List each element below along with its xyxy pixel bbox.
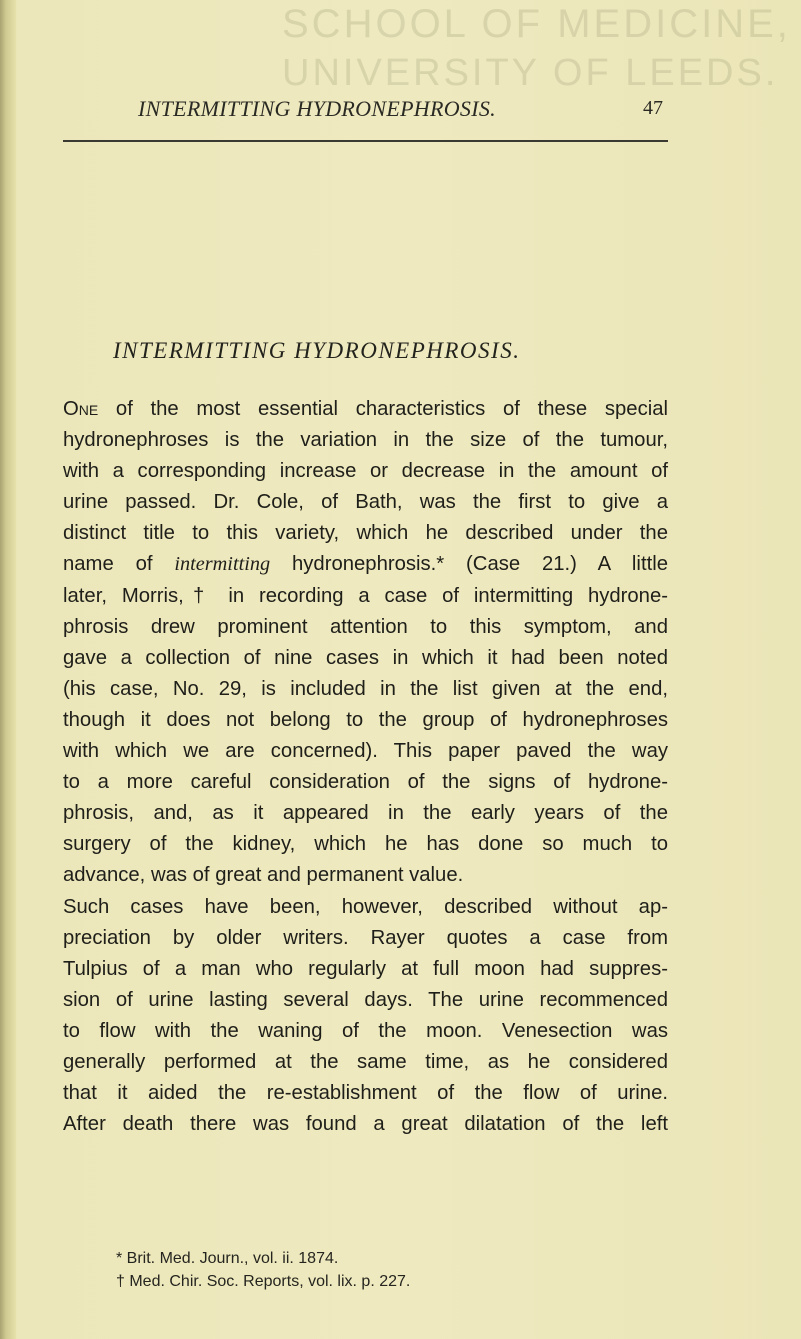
text-line: distinct title to this variety, which he described under the [63, 522, 668, 545]
text-line: advance, was of great and permanent value. [63, 864, 464, 887]
section-heading: INTERMITTING HYDRONEPHROSIS. [113, 338, 521, 363]
footnote-2: † Med. Chir. Soc. Reports, vol. lix. p. 227. [116, 1273, 411, 1290]
text-line: name of intermitting hydronephrosis.* (Case 21.) A little [63, 553, 668, 576]
text-line: One of the most essential characteristics of these special [63, 398, 668, 420]
body-text [63, 394, 668, 1140]
text-line: surgery of the kidney, which he has done so much to [63, 833, 668, 856]
text-line: preciation by older writers. Rayer quotes a case from [63, 926, 668, 949]
library-stamp-line-1: SCHOOL OF MEDICINE, [282, 2, 791, 46]
text-line: with which we are concerned). This paper paved the way [63, 740, 668, 763]
text-line: After death there was found a great dilatation of the left [63, 1113, 668, 1136]
running-head [0, 96, 801, 126]
text-line: urine passed. Dr. Cole, of Bath, was the first to give a [63, 491, 668, 514]
text-line: hydronephroses is the variation in the size of the tumour, [63, 429, 668, 452]
text-line: later, Morris,† in recording a case of intermitting hydrone- [63, 584, 668, 607]
footnote-1: * Brit. Med. Journ., vol. ii. 1874. [116, 1250, 339, 1267]
page-number: 47 [643, 97, 663, 119]
text-line: Such cases have been, however, described without ap- [63, 895, 668, 918]
text-line: generally performed at the same time, as he considered [63, 1050, 668, 1073]
library-stamp-line-2: UNIVERSITY OF LEEDS. [282, 52, 779, 94]
running-head-title: INTERMITTING HYDRONEPHROSIS. [138, 96, 496, 121]
text-line: (his case, No. 29, is included in the list given at the end, [63, 677, 668, 700]
text-line: gave a collection of nine cases in which it had been noted [63, 646, 668, 669]
text-line: to flow with the waning of the moon. Venesection was [63, 1019, 668, 1042]
text-line: Tulpius of a man who regularly at full moon had suppres- [63, 957, 668, 980]
text-line: phrosis, and, as it appeared in the early years of the [63, 802, 668, 825]
text-line: sion of urine lasting several days. The urine recommenced [63, 988, 668, 1011]
footnotes [116, 1247, 676, 1293]
text-line: phrosis drew prominent attention to this symptom, and [63, 615, 668, 638]
text-line: to a more careful consideration of the signs of hydrone- [63, 771, 668, 794]
text-line: that it aided the re-establishment of the flow of urine. [63, 1082, 668, 1105]
text-line: with a corresponding increase or decrease in the amount of [63, 460, 668, 483]
page-binding-edge [0, 0, 16, 1339]
header-rule [63, 140, 668, 142]
text-line: though it does not belong to the group of hydronephroses [63, 708, 668, 731]
